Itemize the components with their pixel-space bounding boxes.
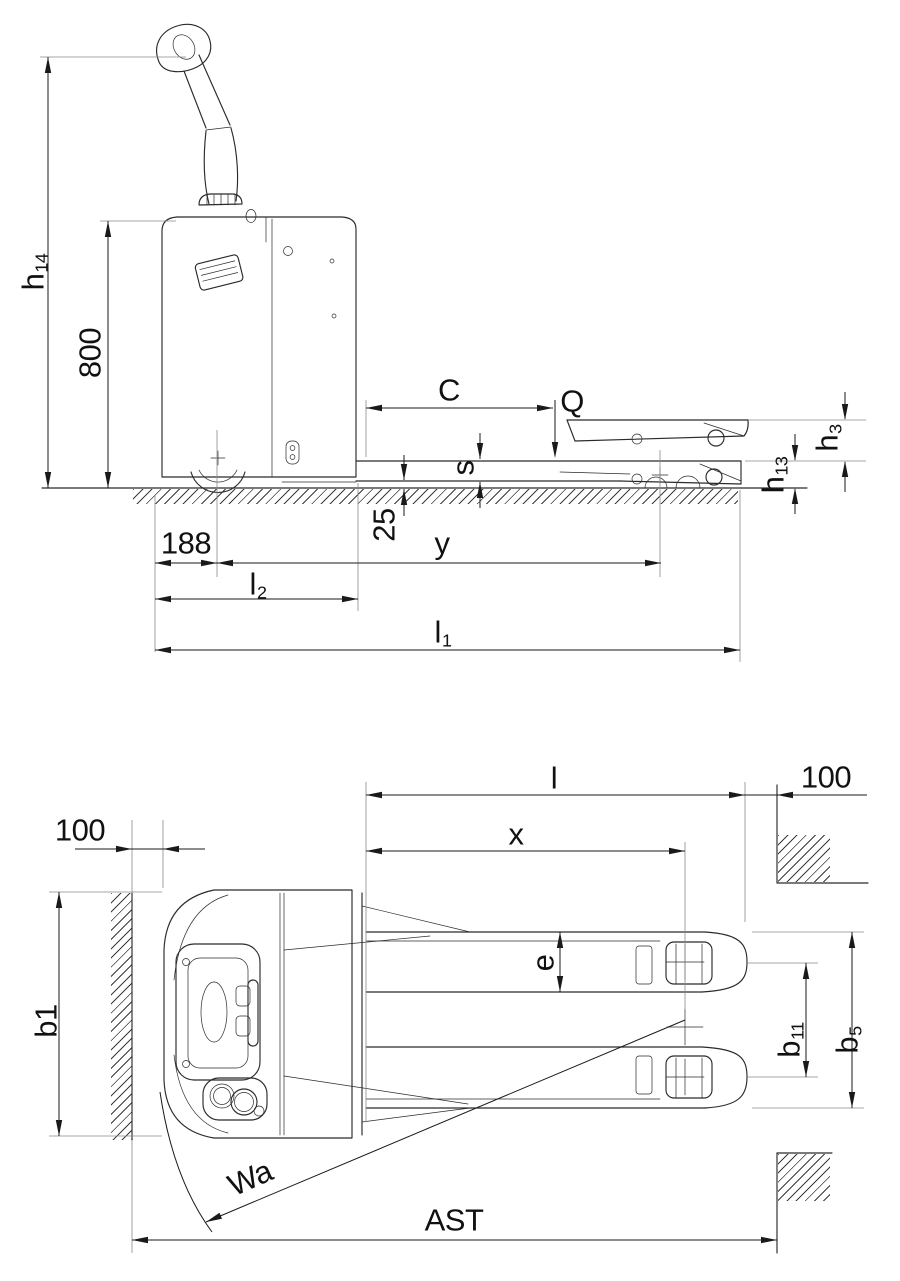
dim-label-h13 [755, 456, 792, 494]
dim-label-b5-main: b [829, 1036, 865, 1054]
dim-label-l1-main: l [434, 614, 441, 650]
tiller-arm [157, 24, 256, 222]
dim-label-l2-main: l [249, 566, 256, 602]
dim-label-e: e [525, 954, 561, 972]
dim-label-h3-sub: 3 [825, 424, 846, 434]
dim-label-c: C [438, 372, 460, 408]
dim-label-800: 800 [72, 327, 108, 379]
tiller-head-plan [176, 944, 267, 1120]
dim-label-h3-main: h [809, 434, 845, 452]
side-view [40, 24, 866, 662]
dim-label-l: l [550, 760, 558, 796]
dim-label-l2-sub: 2 [256, 582, 267, 603]
dim-label-h3 [809, 424, 846, 452]
dim-label-l2 [249, 566, 267, 603]
dim-label-l1-sub: 1 [441, 630, 452, 651]
side-arrowheads [45, 57, 848, 653]
dim-label-b1: b1 [28, 1004, 64, 1038]
dim-label-h14-sub: 14 [31, 253, 52, 273]
dim-label-25: 25 [366, 508, 402, 542]
dim-label-wa: Wa [222, 1152, 278, 1204]
fork-lowered-side [356, 461, 741, 488]
dim-label-h14 [15, 253, 52, 291]
dim-label-q: Q [560, 383, 584, 419]
dim-label-y: y [434, 525, 450, 561]
dim-label-ast: AST [424, 1202, 484, 1238]
fork-lower-plan [366, 1047, 747, 1108]
dim-label-l1 [434, 614, 452, 651]
dim-label-b5-sub: 5 [845, 1026, 866, 1036]
fork-raised-side [567, 420, 748, 446]
side-dimension-lines [40, 57, 866, 662]
dim-label-h14-main: h [15, 273, 51, 291]
plan-dimension-lines [49, 782, 867, 1253]
dim-label-b11-sub: 11 [787, 1022, 808, 1040]
dim-label-b5 [829, 1026, 866, 1054]
dim-label-b11 [771, 1022, 808, 1058]
dim-label-x: x [508, 816, 524, 852]
dim-label-h13-sub: 13 [771, 456, 792, 476]
dim-label-188: 188 [160, 525, 212, 561]
dim-label-100-left: 100 [54, 812, 106, 848]
plan-view [49, 782, 868, 1253]
vent-grille [195, 254, 244, 291]
dim-label-s: s [445, 460, 481, 476]
truck-side-art [42, 24, 807, 492]
dim-label-h13-main: h [755, 476, 791, 494]
dim-label-100-right: 100 [800, 759, 852, 795]
dim-label-b11-main: b [771, 1040, 807, 1058]
